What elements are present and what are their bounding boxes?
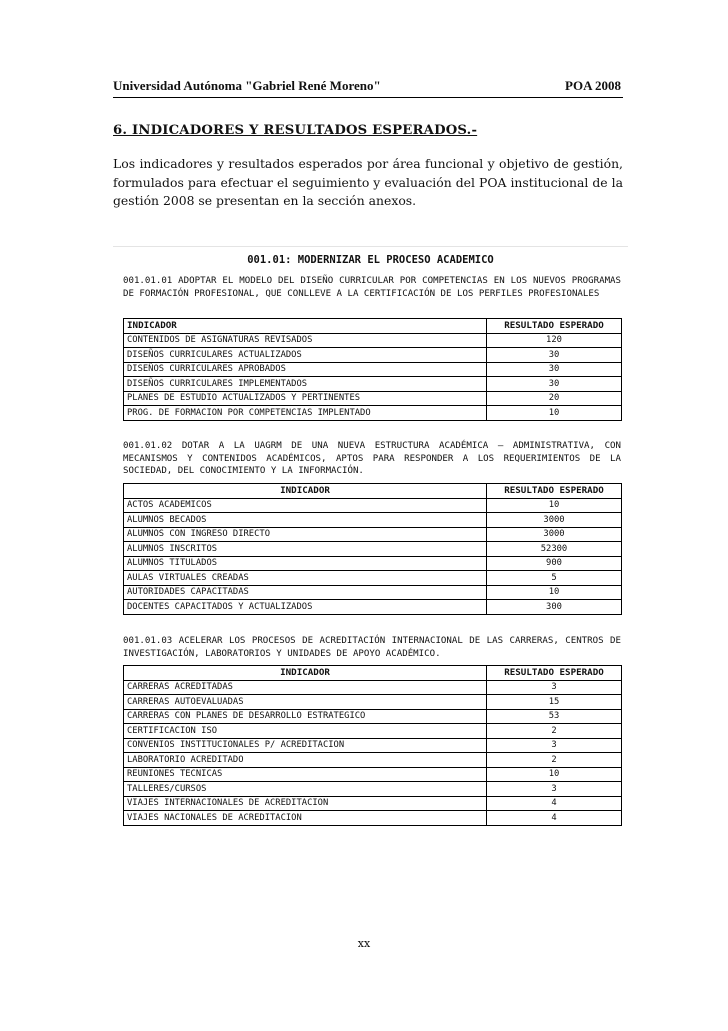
table-row: [124, 695, 622, 710]
indicator-cell: CARRERAS AUTOEVALUADAS: [124, 695, 487, 710]
table-row: [124, 767, 622, 782]
col-result: RESULTADO ESPERADO: [487, 319, 622, 334]
indicator-cell: AUTORIDADES CAPACITADAS: [124, 585, 487, 600]
col-indicator: INDICADOR: [124, 484, 487, 499]
indicator-cell: DOCENTES CAPACITADOS Y ACTUALIZADOS: [124, 600, 487, 615]
result-cell: 15: [487, 695, 622, 710]
table-row: [124, 724, 622, 739]
indicator-cell: ALUMNOS TITULADOS: [124, 556, 487, 571]
result-cell: 10: [487, 406, 622, 421]
indicator-cell: ACTOS ACADEMICOS: [124, 498, 487, 513]
table-row: [124, 585, 622, 600]
table-row: [124, 527, 622, 542]
col-indicator: INDICADOR: [124, 666, 487, 681]
indicators-table-2: [123, 483, 622, 615]
page-number: xx: [357, 937, 371, 950]
indicator-cell: CONTENIDOS DE ASIGNATURAS REVISADOS: [124, 333, 487, 348]
table-header-row: [124, 319, 622, 334]
group-description: 001.01.02 DOTAR A LA UAGRM DE UNA NUEVA ESTRUCTURA ACADÉMICA – ADMINISTRATIVA, CON MECANISMOS Y CONTENIDOS ACADÉMICOS, APTOS PARA RESPONDER A LOS REQUERIMIENTOS DE LA SOCIEDAD, DEL CONOCIMIENTO Y LA INFORMACIÓN.: [123, 441, 621, 477]
indicator-cell: DISEÑOS CURRICULARES ACTUALIZADOS: [124, 348, 487, 363]
result-cell: 30: [487, 362, 622, 377]
indicator-cell: VIAJES INTERNACIONALES DE ACREDITACION: [124, 796, 487, 811]
table-row: [124, 600, 622, 615]
indicator-cell: TALLERES/CURSOS: [124, 782, 487, 797]
result-cell: 2: [487, 724, 622, 739]
table-row: [124, 556, 622, 571]
table-row: [124, 333, 622, 348]
result-cell: 10: [487, 767, 622, 782]
table-row: [124, 391, 622, 406]
table-header-row: [124, 484, 622, 499]
header-institution: Universidad Autónoma "Gabriel René Moreno": [113, 78, 381, 93]
indicator-cell: CARRERAS CON PLANES DE DESARROLLO ESTRATEGICO: [124, 709, 487, 724]
col-result: RESULTADO ESPERADO: [487, 484, 622, 499]
indicators-table-image: [113, 246, 628, 825]
table-row: [124, 796, 622, 811]
result-cell: 4: [487, 811, 622, 826]
section-title: 6. INDICADORES Y RESULTADOS ESPERADOS.-: [113, 123, 478, 138]
col-result: RESULTADO ESPERADO: [487, 666, 622, 681]
indicator-cell: DISEÑOS CURRICULARES IMPLEMENTADOS: [124, 377, 487, 392]
table-row: [124, 377, 622, 392]
indicator-cell: CERTIFICACION ISO: [124, 724, 487, 739]
result-cell: 5: [487, 571, 622, 586]
result-cell: 10: [487, 585, 622, 600]
indicator-cell: REUNIONES TECNICAS: [124, 767, 487, 782]
indicator-cell: ALUMNOS BECADOS: [124, 513, 487, 528]
result-cell: 30: [487, 348, 622, 363]
table-row: [124, 406, 622, 421]
result-cell: 300: [487, 600, 622, 615]
table-row: [124, 513, 622, 528]
result-cell: 900: [487, 556, 622, 571]
indicators-table-1: [123, 318, 622, 421]
table-row: [124, 571, 622, 586]
group-description: 001.01.03 ACELERAR LOS PROCESOS DE ACREDITACIÓN INTERNACIONAL DE LAS CARRERAS, CENTROS DE INVESTIGACIÓN, LABORATORIOS Y UNIDADES DE APOYO ACADÉMICO.: [123, 636, 621, 659]
table-row: [124, 680, 622, 695]
table-row: [124, 709, 622, 724]
indicator-cell: ALUMNOS INSCRITOS: [124, 542, 487, 557]
result-cell: 20: [487, 391, 622, 406]
table-row: [124, 362, 622, 377]
indicator-cell: PLANES DE ESTUDIO ACTUALIZADOS Y PERTINENTES: [124, 391, 487, 406]
result-cell: 3: [487, 782, 622, 797]
indicator-cell: LABORATORIO ACREDITADO: [124, 753, 487, 768]
table-row: [124, 348, 622, 363]
result-cell: 3: [487, 738, 622, 753]
indicator-cell: PROG. DE FORMACION POR COMPETENCIAS IMPLENTADO: [124, 406, 487, 421]
result-cell: 53: [487, 709, 622, 724]
indicator-cell: CARRERAS ACREDITADAS: [124, 680, 487, 695]
indicator-cell: DISEÑOS CURRICULARES APROBADOS: [124, 362, 487, 377]
table-title: 001.01: MODERNIZAR EL PROCESO ACADEMICO: [247, 254, 494, 266]
indicator-cell: ALUMNOS CON INGRESO DIRECTO: [124, 527, 487, 542]
indicator-cell: AULAS VIRTUALES CREADAS: [124, 571, 487, 586]
indicator-cell: VIAJES NACIONALES DE ACREDITACION: [124, 811, 487, 826]
table-row: [124, 753, 622, 768]
table-row: [124, 738, 622, 753]
indicator-cell: CONVENIOS INSTITUCIONALES P/ ACREDITACION: [124, 738, 487, 753]
table-row: [124, 811, 622, 826]
result-cell: 30: [487, 377, 622, 392]
result-cell: 2: [487, 753, 622, 768]
result-cell: 3: [487, 680, 622, 695]
intro-paragraph: Los indicadores y resultados esperados por área funcional y objetivo de gestión, formulados para efectuar el seguimiento y evaluación del POA institucional de la gestión 2008 se presentan en la sección anexos.: [113, 156, 623, 208]
table-row: [124, 498, 622, 513]
result-cell: 3000: [487, 513, 622, 528]
col-indicator: INDICADOR: [124, 319, 487, 334]
header-poa-year: POA 2008: [565, 78, 621, 93]
result-cell: 52300: [487, 542, 622, 557]
indicators-table-3: [123, 665, 622, 826]
group-description: 001.01.01 ADOPTAR EL MODELO DEL DISEÑO CURRICULAR POR COMPETENCIAS EN LOS NUEVOS PROGRAMAS DE FORMACIÓN PROFESIONAL, QUE CONLLEVE A LA CERTIFICACIÓN DE LOS PERFILES PROFESIONALES: [123, 276, 621, 299]
result-cell: 3000: [487, 527, 622, 542]
table-row: [124, 782, 622, 797]
page-header: [113, 77, 623, 98]
result-cell: 10: [487, 498, 622, 513]
result-cell: 4: [487, 796, 622, 811]
table-header-row: [124, 666, 622, 681]
table-row: [124, 542, 622, 557]
result-cell: 120: [487, 333, 622, 348]
